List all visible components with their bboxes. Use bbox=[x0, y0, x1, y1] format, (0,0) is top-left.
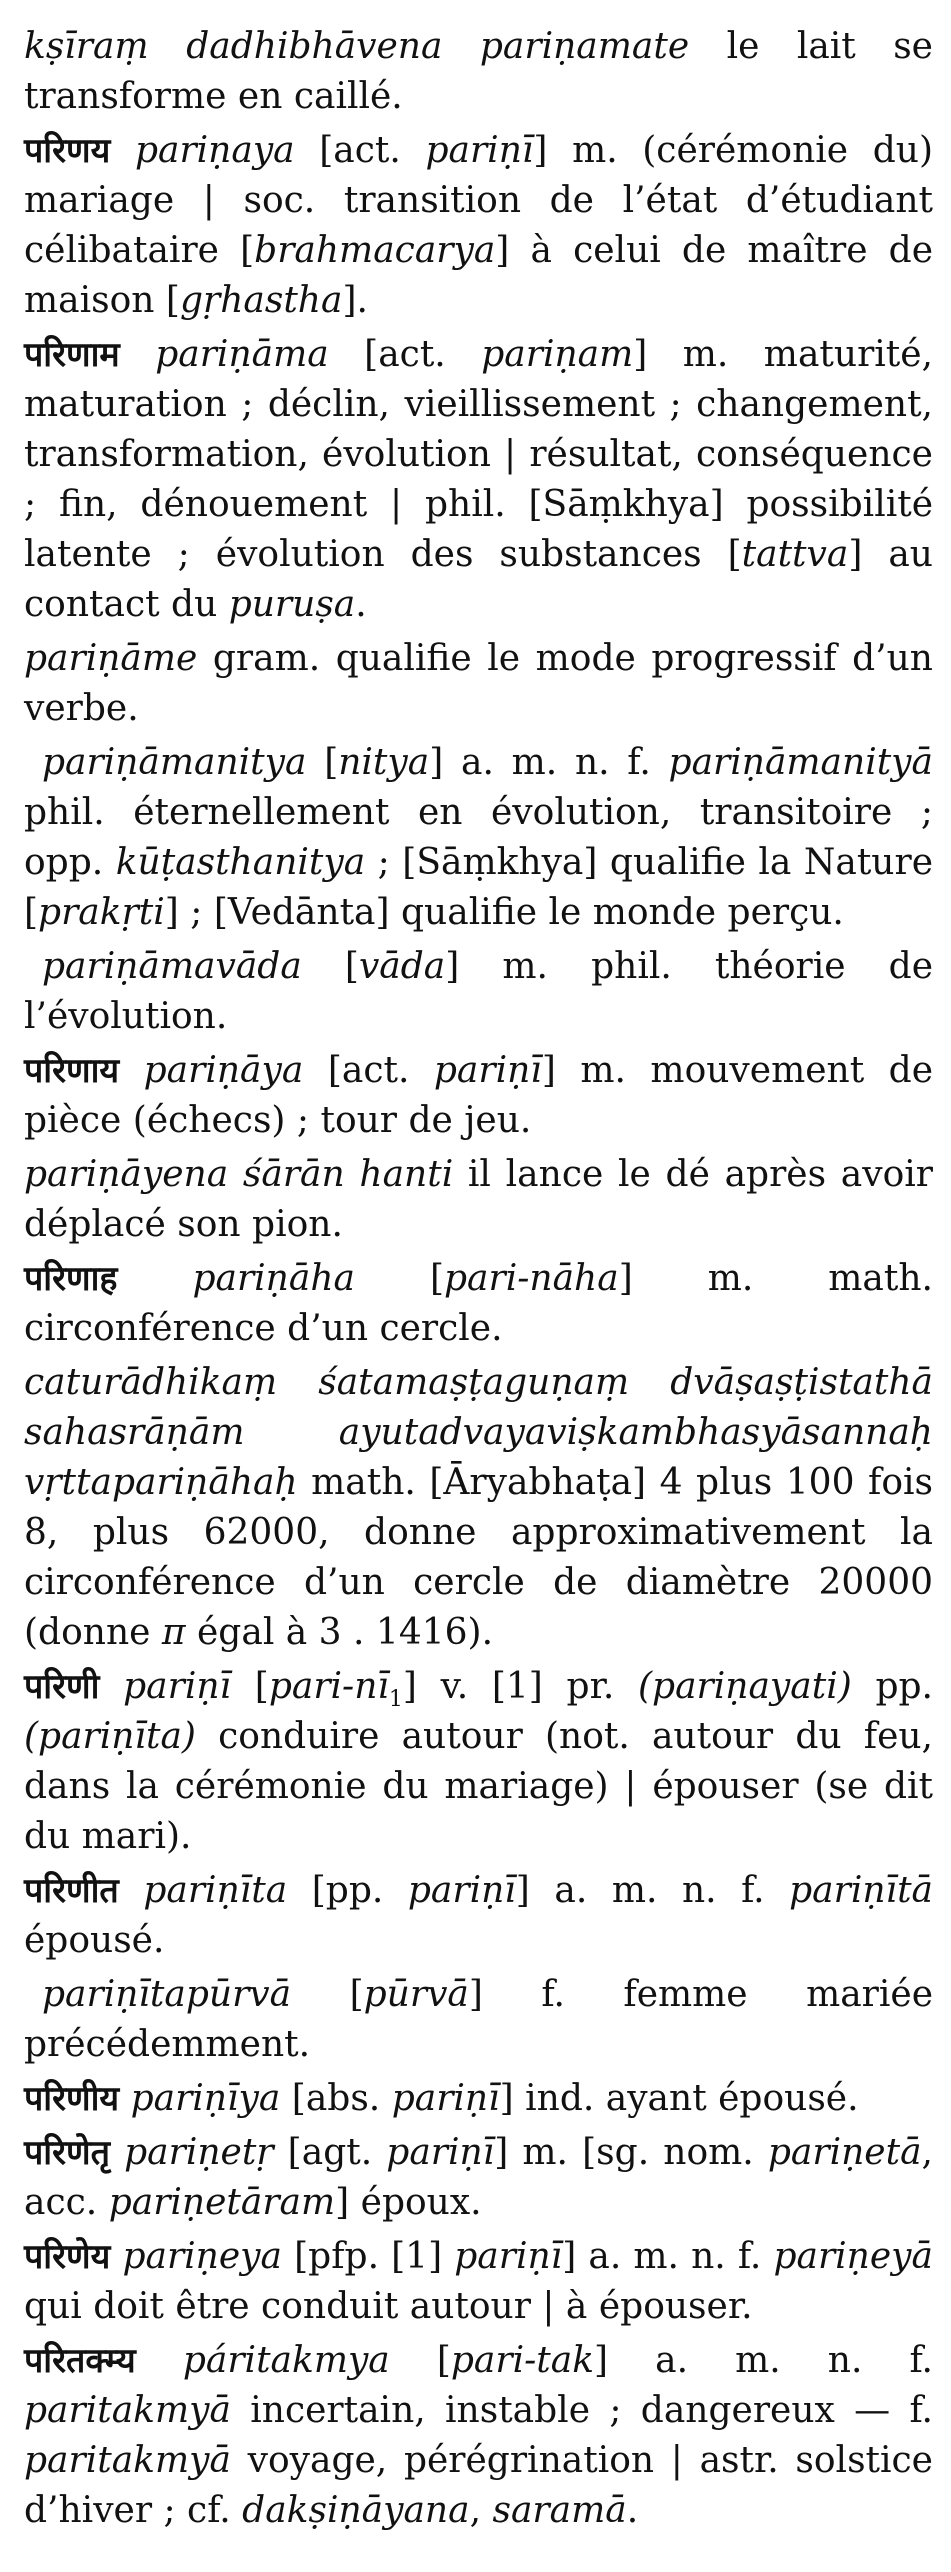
italic-term: paritakmyā bbox=[24, 2440, 231, 2481]
dictionary-entry bbox=[24, 1662, 933, 1862]
dictionary-entry bbox=[24, 22, 933, 122]
italic-term: pari-nī bbox=[268, 1666, 389, 1707]
italic-term: pariṇetā bbox=[767, 2132, 922, 2173]
definition-text bbox=[119, 1870, 144, 1911]
italic-term: pariṇāme bbox=[24, 638, 198, 679]
italic-term: pariṇāya bbox=[143, 1050, 304, 1091]
italic-term: pariṇī bbox=[425, 130, 534, 171]
definition-text bbox=[110, 2132, 124, 2173]
italic-term: saramā bbox=[492, 2490, 627, 2531]
italic-term: pariṇetāram bbox=[108, 2182, 336, 2223]
italic-term: brahmacarya bbox=[254, 230, 496, 271]
definition-text: égal à 3 . 1416). bbox=[185, 1612, 494, 1653]
definition-text: ; [Sāṃkhya] qualifie la Nature [ bbox=[24, 842, 933, 933]
definition-text: [act. bbox=[294, 130, 426, 171]
definition-text: incertain, instable ; dangereux — f. bbox=[230, 2390, 933, 2431]
italic-term: pariṇī bbox=[454, 2236, 563, 2277]
definition-text: ] ind. ayant épousé. bbox=[499, 2078, 859, 2119]
italic-term: gṛhastha bbox=[179, 280, 343, 321]
devanagari-headword: परिणय bbox=[24, 131, 111, 171]
devanagari-headword: परिणीय bbox=[24, 2079, 120, 2119]
italic-term: nitya bbox=[338, 742, 430, 783]
definition-text: ] v. [1] pr. bbox=[402, 1666, 638, 1707]
definition-text bbox=[110, 130, 135, 171]
definition-text: ] époux. bbox=[335, 2182, 482, 2223]
dictionary-entry bbox=[24, 2232, 933, 2332]
sub-entry bbox=[24, 1970, 933, 2070]
devanagari-headword: परिणाह bbox=[24, 1259, 118, 1299]
definition-text bbox=[117, 1258, 192, 1299]
italic-term: pariṇāmavāda bbox=[42, 946, 302, 987]
italic-term: pariṇī bbox=[407, 1870, 516, 1911]
definition-text: ] m. (cérémonie du) mariage | soc. transition de l’état d’étudiant célibataire [ bbox=[24, 130, 934, 271]
italic-term: vāda bbox=[358, 946, 446, 987]
italic-term: π bbox=[161, 1612, 186, 1653]
definition-text bbox=[99, 1666, 123, 1707]
dictionary-entry bbox=[24, 2336, 933, 2536]
italic-term: pariṇīya bbox=[130, 2078, 281, 2119]
devanagari-headword: परिणेय bbox=[24, 2237, 111, 2277]
sub-entry bbox=[24, 738, 933, 938]
definition-text: ]. bbox=[342, 280, 368, 321]
definition-text: ] m. phil. théorie de l’évolution. bbox=[24, 946, 933, 1037]
definition-text: épousé. bbox=[24, 1920, 165, 1961]
definition-text: [ bbox=[291, 1974, 364, 2015]
definition-text: [ bbox=[389, 2340, 451, 2381]
dictionary-entry bbox=[24, 2128, 933, 2228]
italic-term: paritakmyā bbox=[24, 2390, 231, 2431]
italic-term: pariṇāmanitya bbox=[42, 742, 307, 783]
italic-term: pari-nāha bbox=[444, 1258, 619, 1299]
italic-term: pariṇāmanityā bbox=[668, 742, 933, 783]
definition-text: gram. qualifie le mode progressif d’un verbe. bbox=[24, 638, 933, 729]
definition-text: [act. bbox=[303, 1050, 434, 1091]
definition-text: [ bbox=[231, 1666, 269, 1707]
definition-text: ] au contact du bbox=[24, 534, 933, 625]
definition-text: pp. bbox=[851, 1666, 933, 1707]
dictionary-entry bbox=[24, 1254, 933, 1354]
definition-text: [abs. bbox=[280, 2078, 392, 2119]
definition-text: le lait se transforme en caillé. bbox=[24, 26, 933, 117]
italic-term: pariṇī bbox=[386, 2132, 495, 2173]
definition-text: [pfp. [1] bbox=[281, 2236, 455, 2277]
italic-term: pūrvā bbox=[363, 1974, 469, 2015]
italic-term: kūṭasthanitya bbox=[115, 842, 366, 883]
definition-text: [ bbox=[301, 946, 359, 987]
definition-text bbox=[110, 2236, 122, 2277]
definition-text: ] a. m. n. f. bbox=[562, 2236, 774, 2277]
definition-text bbox=[120, 334, 155, 375]
devanagari-headword: परितक्म्य bbox=[24, 2341, 136, 2381]
definition-text: ] a. m. n. f. bbox=[594, 2340, 933, 2381]
italic-term: pariṇāha bbox=[192, 1258, 355, 1299]
italic-term: (pariṇayati) bbox=[638, 1666, 852, 1707]
devanagari-headword: परिणीत bbox=[24, 1871, 119, 1911]
italic-term: tattva bbox=[741, 534, 849, 575]
italic-term: pariṇāma bbox=[155, 334, 329, 375]
definition-text bbox=[136, 2340, 183, 2381]
italic-term: páritakmya bbox=[182, 2340, 390, 2381]
dictionary-entry bbox=[24, 330, 933, 630]
definition-text: math. [Āryabhaṭa] 4 plus 100 fois 8, plus 62000, donne approximativement la circonférence d’un cercle de diamètre 20000 (donne bbox=[24, 1462, 933, 1653]
definition-text bbox=[119, 2078, 130, 2119]
italic-term: pariṇetṛ bbox=[124, 2132, 274, 2173]
definition-text: [ bbox=[354, 1258, 445, 1299]
definition-text: [act. bbox=[328, 334, 482, 375]
definition-text: qui doit être conduit autour | à épouser. bbox=[24, 2286, 753, 2327]
italic-term: pariṇeya bbox=[122, 2236, 282, 2277]
definition-text: , acc. bbox=[24, 2132, 933, 2223]
devanagari-headword: परिणाम bbox=[24, 335, 120, 375]
definition-text: , bbox=[469, 2490, 493, 2531]
definition-text: [agt. bbox=[273, 2132, 387, 2173]
definition-text: ] f. femme mariée précédemment. bbox=[24, 1974, 933, 2065]
italic-term: pariṇīta bbox=[143, 1870, 288, 1911]
italic-term: pariṇaya bbox=[134, 130, 295, 171]
definition-text: ] a. m. n. f. bbox=[515, 1870, 790, 1911]
devanagari-headword: परिणेतृ bbox=[24, 2133, 110, 2173]
italic-term: kṣīraṃ dadhibhāvena pariṇamate bbox=[24, 26, 690, 67]
definition-text: conduire autour (not. autour du feu, dans la cérémonie du mariage) | épouser (se dit du mari). bbox=[24, 1716, 933, 1857]
italic-term: pariṇāyena śārān hanti bbox=[24, 1154, 454, 1195]
italic-term: pariṇī bbox=[433, 1050, 542, 1091]
sub-entry bbox=[24, 942, 933, 1042]
italic-term: pari-tak bbox=[450, 2340, 595, 2381]
italic-term: pariṇam bbox=[481, 334, 634, 375]
italic-term: caturādhikaṃ śatamaṣṭaguṇaṃ dvāṣaṣṭistathā sahasrāṇām ayutadvayaviṣkambhasyāsannaḥ vṛttapariṇāhaḥ bbox=[24, 1362, 933, 1503]
italic-term: pariṇeyā bbox=[773, 2236, 933, 2277]
definition-text: . bbox=[355, 584, 367, 625]
dictionary-entry bbox=[24, 1150, 933, 1250]
devanagari-headword: परिणाय bbox=[24, 1051, 120, 1091]
definition-text: phil. éternellement en évolution, transitoire ; opp. bbox=[24, 792, 933, 883]
italic-term: pariṇītapūrvā bbox=[42, 1974, 292, 2015]
definition-text: ] m. mouvement de pièce (échecs) ; tour de jeu. bbox=[24, 1050, 933, 1141]
definition-text: il lance le dé après avoir déplacé son pion. bbox=[24, 1154, 933, 1245]
definition-text: [ bbox=[306, 742, 339, 783]
italic-term: puruṣa bbox=[228, 584, 356, 625]
definition-text: ] m. [sg. nom. bbox=[494, 2132, 768, 2173]
italic-term: (pariṇīta) bbox=[24, 1716, 196, 1757]
italic-term: pariṇī bbox=[391, 2078, 500, 2119]
italic-term: pariṇītā bbox=[789, 1870, 933, 1911]
definition-text: ] à celui de maître de maison [ bbox=[24, 230, 933, 321]
dictionary-entry bbox=[24, 1358, 933, 1658]
dictionary-entry bbox=[24, 1046, 933, 1146]
italic-term: prakṛti bbox=[38, 892, 165, 933]
definition-text: [pp. bbox=[287, 1870, 408, 1911]
italic-term: pariṇī bbox=[123, 1666, 232, 1707]
definition-text: ] m. math. circonférence d’un cercle. bbox=[24, 1258, 933, 1349]
definition-text: ] a. m. n. f. bbox=[429, 742, 669, 783]
definition-text: voyage, pérégrination | astr. solstice d’hiver ; cf. bbox=[24, 2440, 933, 2531]
dictionary-entry bbox=[24, 1866, 933, 1966]
definition-text: ] ; [Vedānta] qualifie le monde perçu. bbox=[164, 892, 844, 933]
subscript: 1 bbox=[388, 1687, 403, 1713]
devanagari-headword: परिणी bbox=[24, 1667, 100, 1707]
definition-text bbox=[119, 1050, 144, 1091]
definition-text: ] m. maturité, maturation ; déclin, vieillissement ; changement, transformation, évolution | résultat, conséquence ; fin, dénouement | phil. [Sāṃkhya] possibilité latente ; évolution des substances [ bbox=[24, 334, 934, 575]
dictionary-entry bbox=[24, 634, 933, 734]
definition-text: . bbox=[626, 2490, 639, 2531]
dictionary-entry bbox=[24, 126, 933, 326]
italic-term: dakṣiṇāyana bbox=[242, 2490, 470, 2531]
dictionary-entry bbox=[24, 2074, 933, 2124]
